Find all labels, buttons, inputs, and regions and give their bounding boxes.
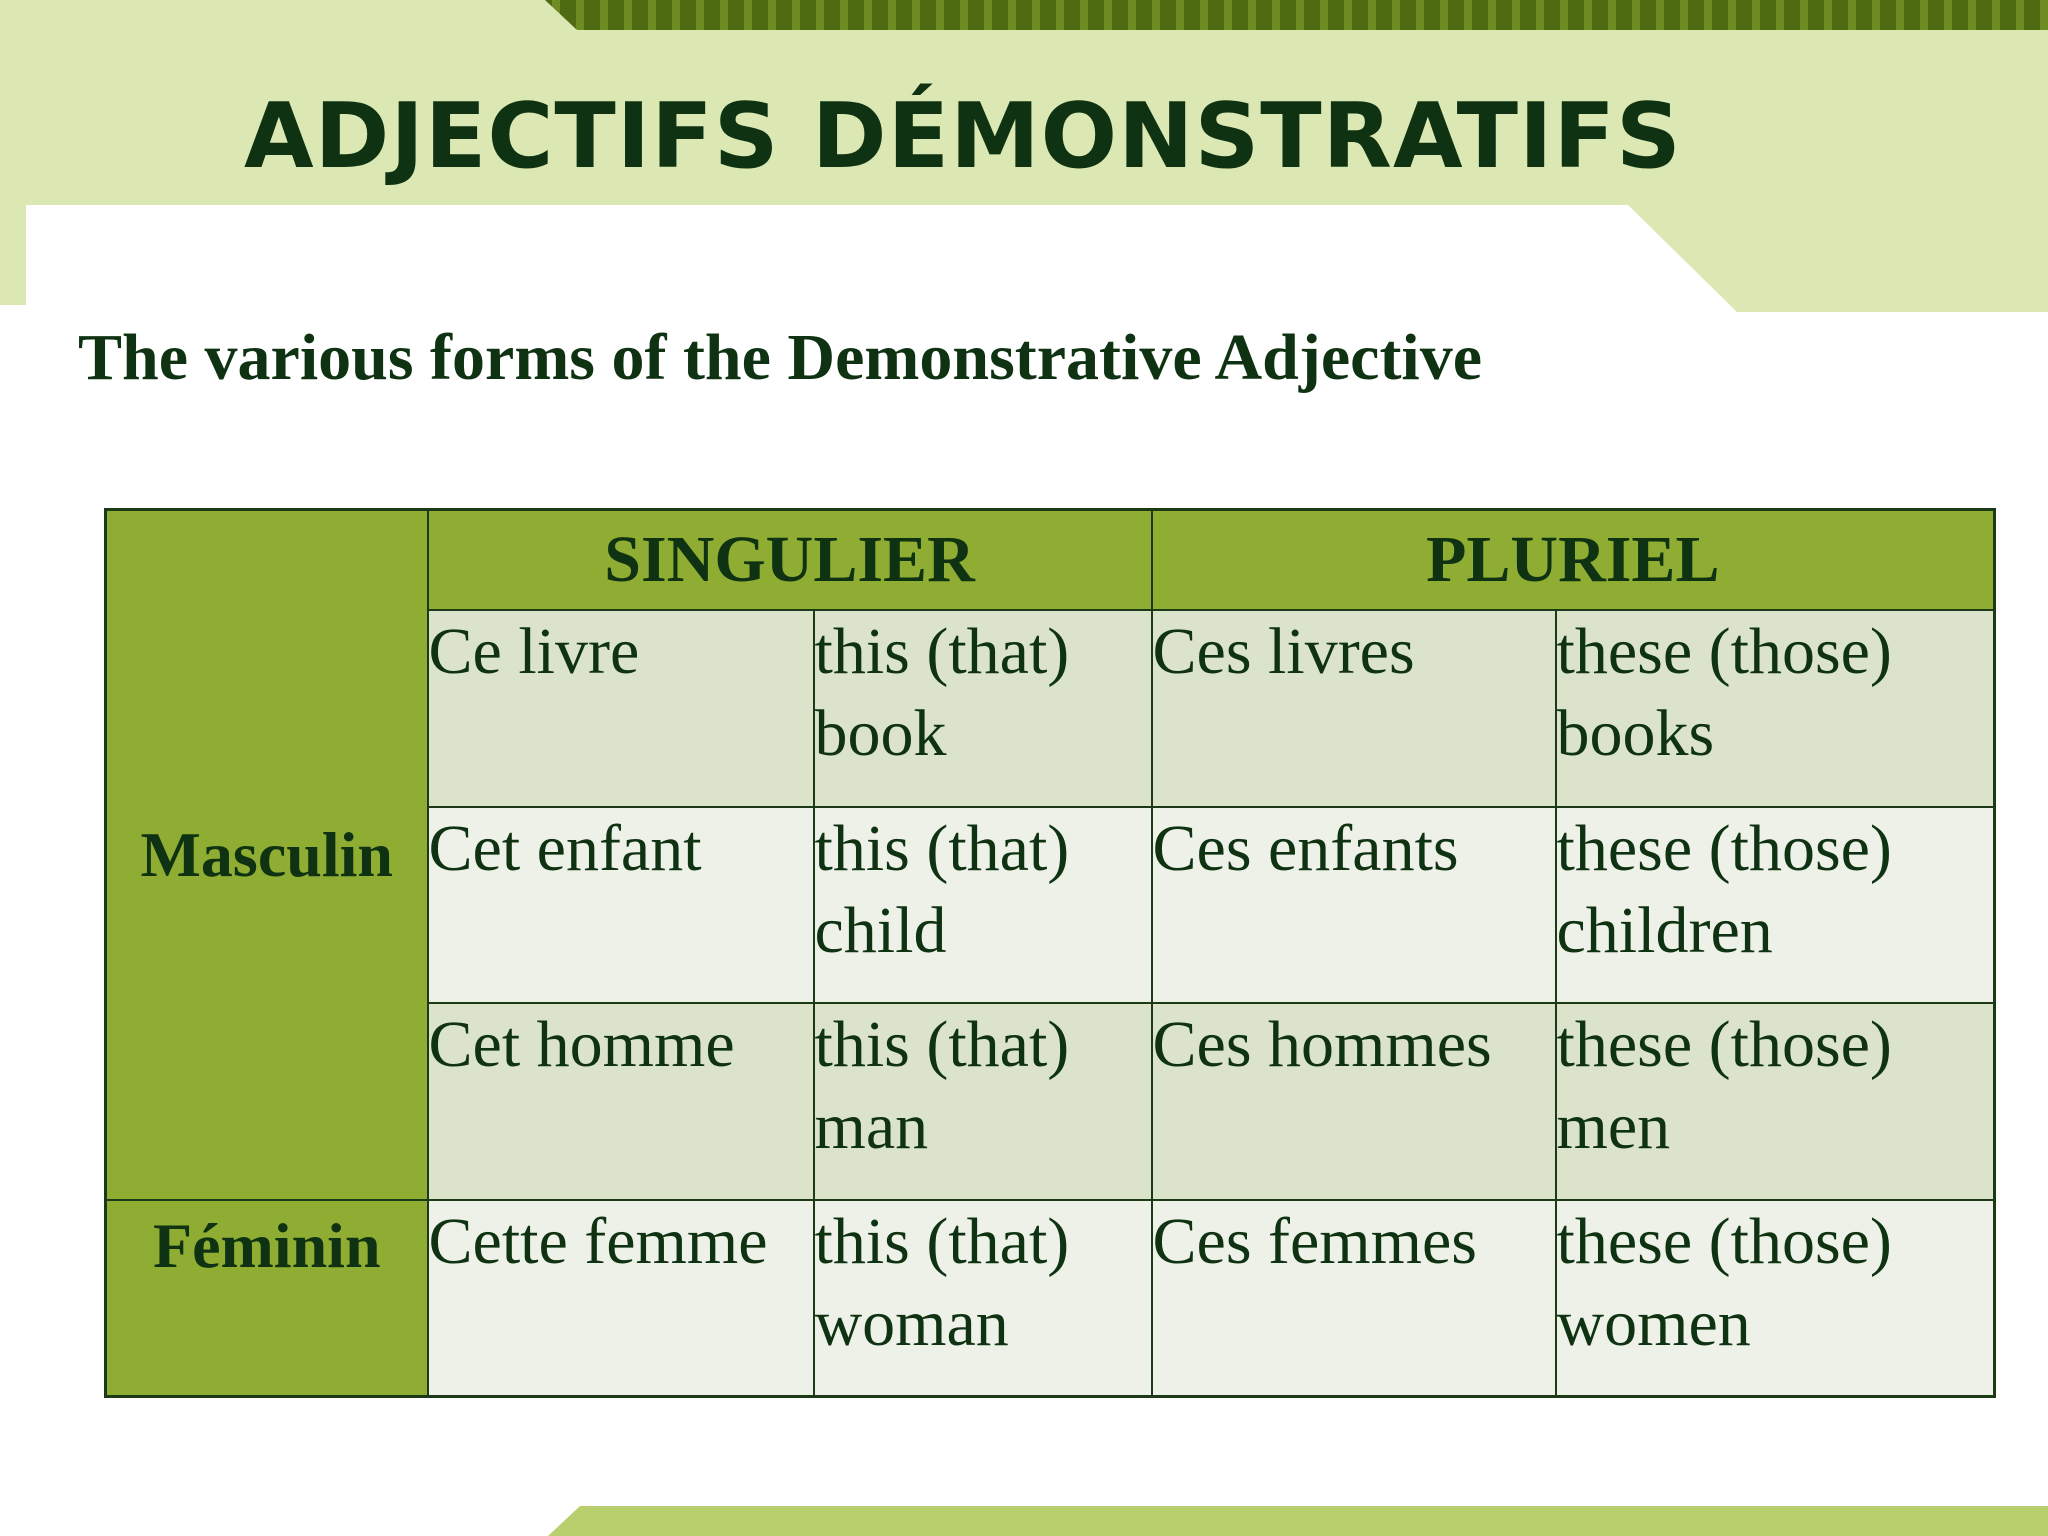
cell-singular-fr: Cet enfant — [428, 807, 814, 1003]
page-title: ADJECTIFS DÉMONSTRATIFS — [244, 84, 1682, 189]
table-header-row — [106, 510, 1995, 611]
cell-plural-en: these (those) books — [1556, 610, 1995, 806]
cell-plural-fr: Ces livres — [1152, 610, 1556, 806]
cell-singular-en: this (that) woman — [814, 1200, 1152, 1397]
cell-singular-en: this (that) man — [814, 1003, 1152, 1199]
cell-plural-en: these (those) men — [1556, 1003, 1995, 1199]
top-stripe-bar — [545, 0, 2048, 30]
cell-plural-fr: Ces femmes — [1152, 1200, 1556, 1397]
cell-singular-fr: Ce livre — [428, 610, 814, 806]
cell-singular-en: this (that) child — [814, 807, 1152, 1003]
table-row — [106, 1200, 1995, 1397]
cell-plural-fr: Ces hommes — [1152, 1003, 1556, 1199]
row-label-feminin: Féminin — [106, 1200, 428, 1397]
cell-plural-en: these (those) children — [1556, 807, 1995, 1003]
demonstrative-adjective-table — [104, 508, 1996, 1398]
cell-plural-fr: Ces enfants — [1152, 807, 1556, 1003]
row-label-masculin: Masculin — [106, 510, 428, 1200]
cell-plural-en: these (those) women — [1556, 1200, 1995, 1397]
column-header-pluriel: PLURIEL — [1152, 510, 1995, 611]
cell-singular-en: this (that) book — [814, 610, 1152, 806]
cell-singular-fr: Cet homme — [428, 1003, 814, 1199]
cell-singular-fr: Cette femme — [428, 1200, 814, 1397]
page-subtitle: The various forms of the Demonstrative Adjective — [78, 321, 1483, 394]
bottom-bar — [548, 1506, 2048, 1536]
column-header-singulier: SINGULIER — [428, 510, 1152, 611]
